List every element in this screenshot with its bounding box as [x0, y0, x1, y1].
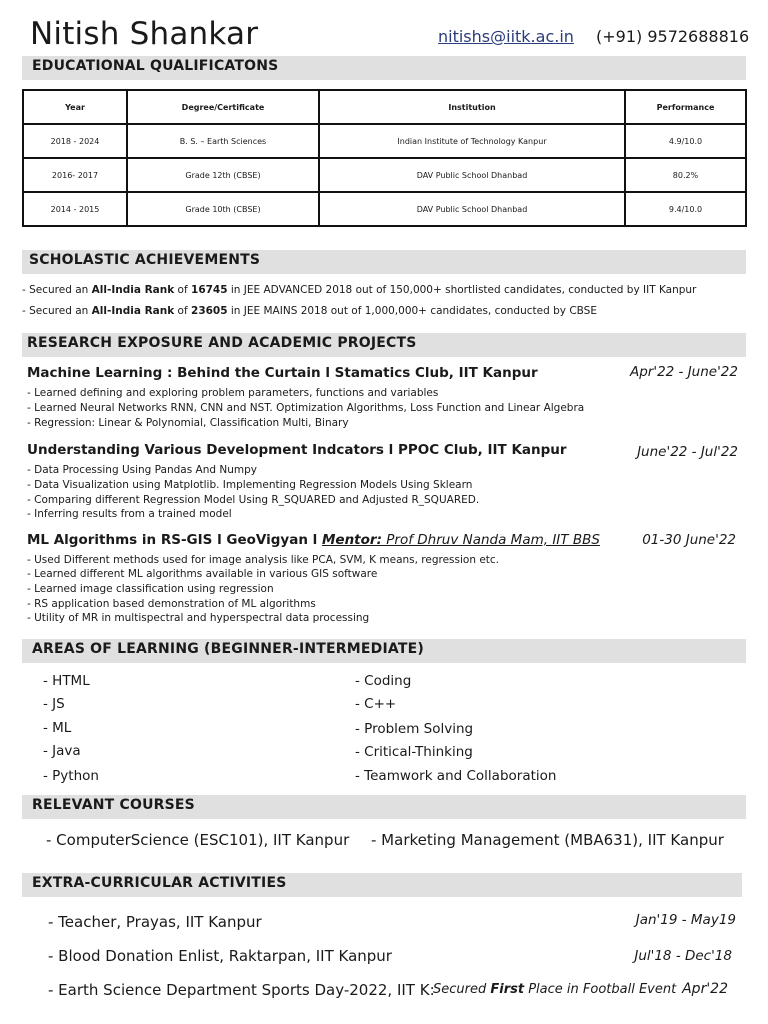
project-bullet: - Utility of MR in multispectral and hyperspectral data processing: [27, 612, 370, 624]
course-item: - ComputerScience (ESC101), IIT Kanpur: [46, 831, 350, 849]
section-title-education: EDUCATIONAL QUALIFICATONS: [32, 58, 279, 74]
section-bar-education: [22, 56, 746, 80]
achievement-rank: 16745: [191, 284, 228, 296]
skill-item: - Coding: [355, 673, 412, 689]
activity-item: - Teacher, Prayas, IIT Kanpur: [48, 913, 262, 931]
skill-item: - HTML: [43, 673, 90, 689]
activity-note: [433, 982, 676, 997]
project-bullet: - Used Different methods used for image analysis like PCA, SVM, K means, regression etc.: [27, 554, 500, 566]
skill-item: - Teamwork and Collaboration: [355, 768, 557, 784]
skill-item: - JS: [43, 696, 65, 712]
project-title-line: [27, 532, 600, 548]
section-bar-extra: [22, 873, 742, 897]
education-table: [22, 89, 747, 227]
achievement-line: [22, 284, 696, 296]
table-cell: B. S. – Earth Sciences: [127, 124, 319, 158]
achievement-text: - Secured an: [22, 305, 92, 317]
activity-note-text: Place in Football Event: [524, 982, 677, 997]
table-header-row: [23, 90, 746, 124]
section-bar-research: [22, 333, 746, 357]
section-bar-courses: [22, 795, 746, 819]
project-bullet: - Learned defining and exploring problem parameters, functions and variables: [27, 387, 439, 399]
activity-date: Jan'19 - May19: [635, 912, 736, 928]
course-item: - Marketing Management (MBA631), IIT Kanpur: [371, 831, 724, 849]
skill-item: - ML: [43, 720, 72, 736]
skill-item: - C++: [355, 696, 397, 712]
section-title-research: RESEARCH EXPOSURE AND ACADEMIC PROJECTS: [27, 335, 417, 351]
achievement-text: - Secured an: [22, 284, 92, 296]
section-title-courses: RELEVANT COURSES: [32, 797, 195, 813]
phone-number: (+91) 9572688816: [596, 27, 750, 46]
table-cell: DAV Public School Dhanbad: [319, 158, 625, 192]
skill-item: - Critical-Thinking: [355, 744, 473, 760]
table-row: [23, 192, 746, 226]
table-row: [23, 158, 746, 192]
table-cell: 2016- 2017: [23, 158, 127, 192]
section-title-areas: AREAS OF LEARNING (BEGINNER-INTERMEDIATE): [32, 641, 424, 657]
achievement-highlight: All-India Rank: [91, 284, 175, 296]
section-bar-areas: [22, 639, 746, 663]
project-bullet: - Learned different ML algorithms available in various GIS software: [27, 568, 378, 580]
skill-item: - Problem Solving: [355, 721, 474, 737]
achievement-highlight: All-India Rank: [91, 305, 175, 317]
table-cell: Indian Institute of Technology Kanpur: [319, 124, 625, 158]
activity-note-text: Secured: [433, 982, 491, 997]
mentor-name: Prof Dhruv Nanda Mam, IIT BBS: [381, 532, 600, 548]
email-link[interactable]: nitishs@iitk.ac.in: [438, 27, 574, 46]
achievement-text: in JEE ADVANCED 2018 out of 150,000+ shortlisted candidates, conducted by IIT Kanpur: [227, 284, 697, 296]
activity-date: Jul'18 - Dec'18: [634, 948, 732, 964]
achievement-rank: 23605: [191, 305, 228, 317]
table-cell: 9.4/10.0: [625, 192, 746, 226]
project-date: Apr'22 - June'22: [630, 364, 738, 380]
project-bullet: - Regression: Linear & Polynomial, Classification Multi, Binary: [27, 417, 349, 429]
mentor-label: Mentor:: [321, 532, 382, 548]
activity-date: Apr'22: [682, 981, 728, 997]
table-row: [23, 124, 746, 158]
section-bar-scholastic: [22, 250, 746, 274]
project-bullet: - Learned Neural Networks RNN, CNN and NST. Optimization Algorithms, Loss Function and Linear Algebra: [27, 402, 585, 414]
achievement-text: of: [174, 284, 192, 296]
table-cell: DAV Public School Dhanbad: [319, 192, 625, 226]
resume-name: Nitish Shankar: [30, 16, 259, 52]
skill-item: - Java: [43, 743, 81, 759]
table-header-year: Year: [23, 90, 127, 124]
project-bullet: - RS application based demonstration of ML algorithms: [27, 598, 316, 610]
table-header-degree: Degree/Certificate: [127, 90, 319, 124]
activity-item: - Earth Science Department Sports Day-2022, IIT K:: [48, 981, 435, 999]
section-title-scholastic: SCHOLASTIC ACHIEVEMENTS: [29, 252, 261, 268]
project-bullet: - Inferring results from a trained model: [27, 508, 232, 520]
achievement-text: in JEE MAINS 2018 out of 1,000,000+ candidates, conducted by CBSE: [227, 305, 597, 317]
project-title: ML Algorithms in RS-GIS l GeoVigyan l: [27, 532, 318, 548]
project-date: June'22 - Jul'22: [637, 444, 738, 460]
table-cell: Grade 12th (CBSE): [127, 158, 319, 192]
table-cell: 4.9/10.0: [625, 124, 746, 158]
section-title-extra: EXTRA-CURRICULAR ACTIVITIES: [32, 875, 287, 891]
table-cell: Grade 10th (CBSE): [127, 192, 319, 226]
achievement-line: [22, 305, 597, 317]
project-bullet: - Data Processing Using Pandas And Numpy: [27, 464, 257, 476]
table-cell: 80.2%: [625, 158, 746, 192]
activity-note-highlight: First: [490, 982, 525, 997]
skill-item: - Python: [43, 768, 99, 784]
table-header-performance: Performance: [625, 90, 746, 124]
table-header-institution: Institution: [319, 90, 625, 124]
project-bullet: - Comparing different Regression Model Using R_SQUARED and Adjusted R_SQUARED.: [27, 494, 480, 506]
project-title: Machine Learning : Behind the Curtain l Stamatics Club, IIT Kanpur: [27, 365, 538, 381]
project-bullet: - Data Visualization using Matplotlib. Implementing Regression Models Using Sklearn: [27, 479, 473, 491]
table-cell: 2014 - 2015: [23, 192, 127, 226]
project-date: 01-30 June'22: [642, 532, 736, 548]
project-bullet: - Learned image classification using regression: [27, 583, 274, 595]
project-title: Understanding Various Development Indcators l PPOC Club, IIT Kanpur: [27, 442, 567, 458]
achievement-text: of: [174, 305, 192, 317]
activity-item: - Blood Donation Enlist, Raktarpan, IIT Kanpur: [48, 947, 392, 965]
table-cell: 2018 - 2024: [23, 124, 127, 158]
